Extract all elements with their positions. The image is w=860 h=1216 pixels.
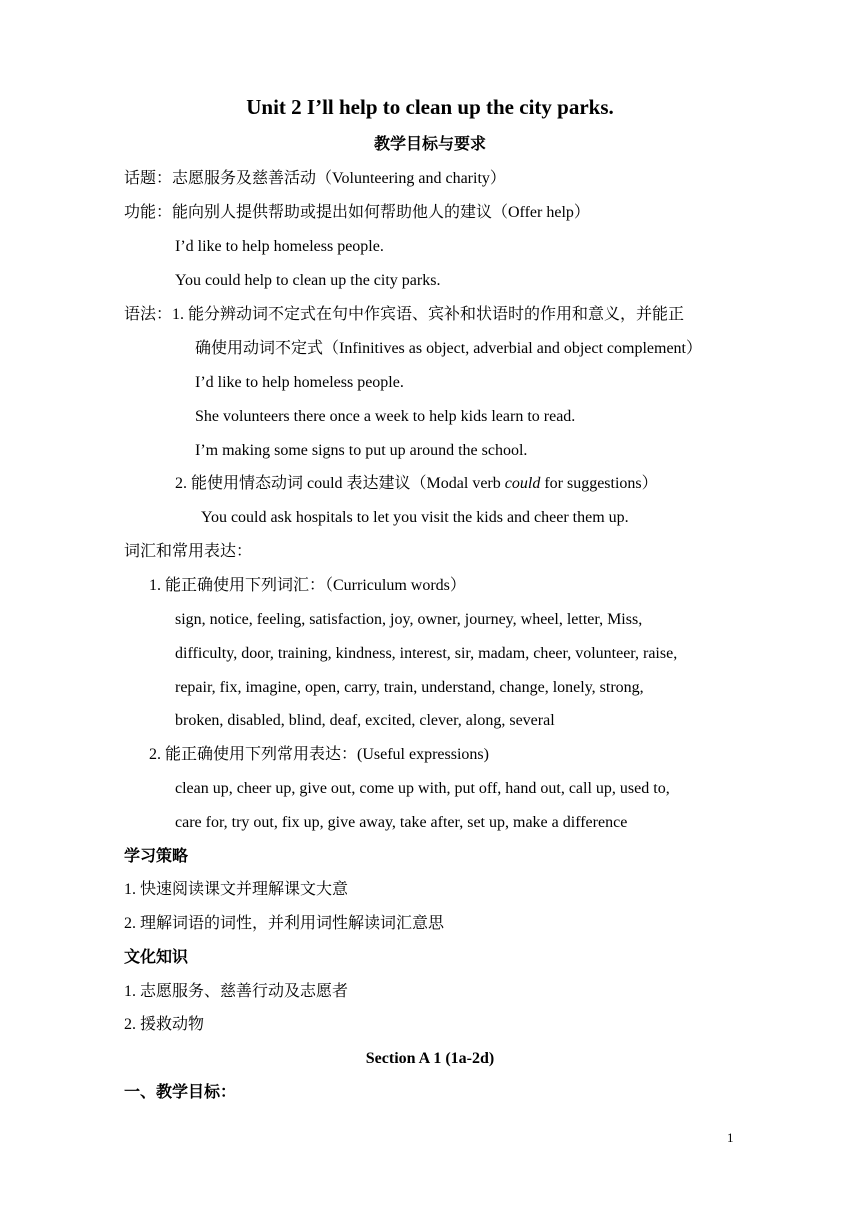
- topic-line: 话题：志愿服务及慈善活动（Volunteering and charity）: [124, 170, 506, 187]
- strategy-item-1: 1. 快速阅读课文并理解课文大意: [124, 881, 349, 898]
- strategy-item-2: 2. 理解词语的词性，并利用词性解读词汇意思: [124, 915, 445, 932]
- grammar-item-2-example: You could ask hospitals to let you visit the kids and cheer them up.: [201, 509, 629, 526]
- grammar-item-1-line-2: 确使用动词不定式（Infinitives as object, adverbial and object complement）: [195, 340, 702, 357]
- vocabulary-words-line-4: broken, disabled, blind, deaf, excited, clever, along, several: [175, 712, 555, 729]
- function-example-1: I’d like to help homeless people.: [175, 238, 384, 255]
- grammar-example-3: I’m making some signs to put up around the school.: [195, 442, 528, 459]
- expressions-line-2: care for, try out, fix up, give away, take after, set up, make a difference: [175, 814, 628, 831]
- vocabulary-words-line-2: difficulty, door, training, kindness, interest, sir, madam, cheer, volunteer, raise,: [175, 645, 678, 662]
- strategy-heading: 学习策略: [124, 848, 189, 865]
- grammar-item-1-line-1: 语法：1. 能分辨动词不定式在句中作宾语、宾补和状语时的作用和意义，并能正: [124, 306, 685, 323]
- vocabulary-words-line-3: repair, fix, imagine, open, carry, train, understand, change, lonely, strong,: [175, 679, 644, 696]
- vocabulary-item-1-label: 1. 能正确使用下列词汇：（Curriculum words）: [149, 577, 466, 594]
- vocabulary-item-2-label: 2. 能正确使用下列常用表达：(Useful expressions): [149, 746, 489, 763]
- objectives-heading: 一、教学目标：: [124, 1084, 237, 1101]
- function-example-2: You could help to clean up the city parks.: [175, 272, 441, 289]
- expressions-line-1: clean up, cheer up, give out, come up with, put off, hand out, call up, used to,: [175, 780, 670, 797]
- document-title: Unit 2 I’ll help to clean up the city parks.: [246, 95, 614, 119]
- page-number: 1: [727, 1130, 734, 1145]
- grammar-item-2-suffix: for suggestions）: [540, 475, 658, 492]
- grammar-example-2: She volunteers there once a week to help kids learn to read.: [195, 408, 576, 425]
- document-subtitle: 教学目标与要求: [373, 136, 486, 153]
- vocabulary-words-line-1: sign, notice, feeling, satisfaction, joy, owner, journey, wheel, letter, Miss,: [175, 611, 643, 628]
- grammar-item-2-italic: could: [504, 475, 541, 492]
- grammar-example-1: I’d like to help homeless people.: [195, 374, 404, 391]
- culture-item-2: 2. 援救动物: [124, 1016, 205, 1033]
- section-heading: Section A 1 (1a-2d): [365, 1050, 495, 1067]
- grammar-item-2: [175, 474, 658, 494]
- culture-item-1: 1. 志愿服务、慈善行动及志愿者: [124, 983, 349, 1000]
- function-line: 功能：能向别人提供帮助或提出如何帮助他人的建议（Offer help）: [124, 204, 590, 221]
- vocabulary-heading: 词汇和常用表达：: [124, 543, 253, 560]
- culture-heading: 文化知识: [124, 949, 189, 966]
- grammar-item-2-prefix: 2. 能使用情态动词 could 表达建议（Modal verb: [175, 475, 505, 492]
